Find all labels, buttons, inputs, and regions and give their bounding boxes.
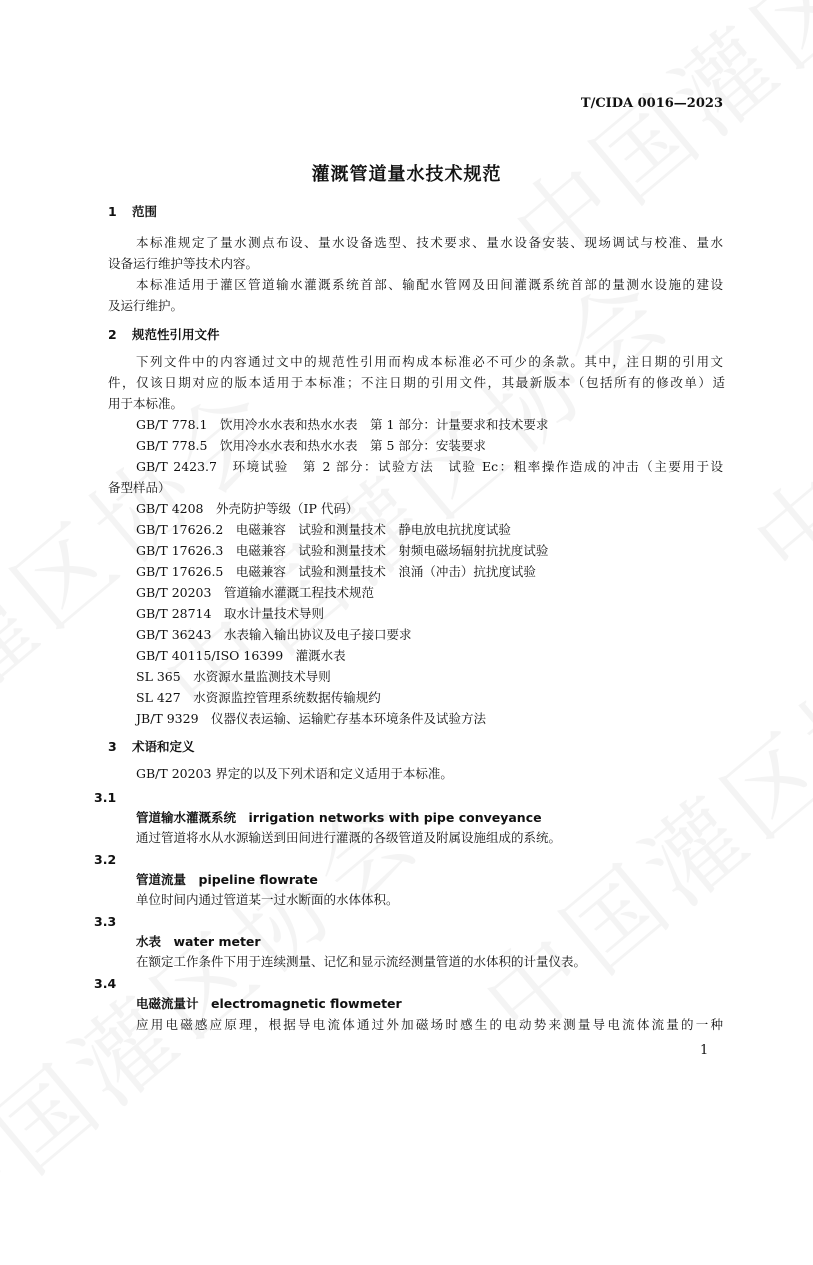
- term-title: 管道流量 pipeline flowrate: [136, 872, 318, 887]
- page-title: 灌溉管道量水技术规范: [311, 164, 502, 185]
- reference-item: JB/T 9329 仪器仪表运输、运输贮存基本环境条件及试验方法: [136, 711, 487, 726]
- paragraph-line: GB/T 20203 界定的以及下列术语和定义适用于本标准。: [136, 766, 453, 781]
- paragraph-line: 用于本标准。: [108, 396, 184, 411]
- section-title: 范围: [132, 204, 158, 219]
- term-definition: 通过管道将水从水源输送到田间进行灌溉的各级管道及附属设施组成的系统。: [136, 830, 562, 845]
- section-heading: [108, 202, 157, 222]
- term-definition: 应用电磁感应原理，根据导电流体通过外加磁场时感生的电动势来测量导电流体流量的一种: [136, 1017, 723, 1032]
- section-number: 3: [108, 739, 117, 754]
- term-title: 水表 water meter: [136, 934, 261, 949]
- paragraph-line: 设备运行维护等技术内容。: [108, 256, 259, 271]
- reference-item: GB/T 17626.5 电磁兼容 试验和测量技术 浪涌（冲击）抗扰度试验: [136, 564, 536, 579]
- paragraph-line: 本标准规定了量水测点布设、量水设备选型、技术要求、量水设备安装、现场调试与校准、量水: [136, 235, 723, 250]
- reference-item: 备型样品）: [108, 480, 171, 495]
- reference-item: GB/T 4208 外壳防护等级（IP 代码）: [136, 501, 359, 516]
- paragraph-line: 及运行维护。: [108, 298, 184, 313]
- term-title: 管道输水灌溉系统 irrigation networks with pipe conveyance: [136, 810, 542, 825]
- reference-item: GB/T 778.1 饮用冷水水表和热水水表 第 1 部分：计量要求和技术要求: [136, 417, 549, 432]
- page-number: 1: [700, 1043, 709, 1058]
- section-number: 2: [108, 327, 117, 342]
- term-number: 3.4: [94, 976, 117, 991]
- reference-item: GB/T 778.5 饮用冷水水表和热水水表 第 5 部分：安装要求: [136, 438, 486, 453]
- reference-item: SL 365 水资源水量监测技术导则: [136, 669, 331, 684]
- section-heading: [108, 737, 195, 757]
- term-title: 电磁流量计 electromagnetic flowmeter: [136, 996, 402, 1011]
- term-number: 3.2: [94, 852, 117, 867]
- term-number: 3.1: [94, 790, 117, 805]
- reference-item: SL 427 水资源监控管理系统数据传输规约: [136, 690, 381, 705]
- term-definition: 在额定工作条件下用于连续测量、记忆和显示流经测量管道的水体积的计量仪表。: [136, 954, 587, 969]
- reference-item: GB/T 36243 水表输入输出协议及电子接口要求: [136, 627, 412, 642]
- section-title: 规范性引用文件: [132, 327, 220, 342]
- reference-item: GB/T 20203 管道输水灌溉工程技术规范: [136, 585, 374, 600]
- reference-item: GB/T 28714 取水计量技术导则: [136, 606, 324, 621]
- section-title: 术语和定义: [132, 739, 195, 754]
- reference-item: GB/T 2423.7 环境试验 第 2 部分：试验方法 试验 Ec：粗率操作造成的冲击（主要用于设: [136, 459, 723, 474]
- reference-item: GB/T 17626.2 电磁兼容 试验和测量技术 静电放电抗扰度试验: [136, 522, 511, 537]
- standard-number: T/CIDA 0016—2023: [580, 96, 723, 111]
- reference-item: GB/T 40115/ISO 16399 灌溉水表: [136, 648, 346, 663]
- term-number: 3.3: [94, 914, 117, 929]
- paragraph-line: 件，仅该日期对应的版本适用于本标准；不注日期的引用文件，其最新版本（包括所有的修改单）适: [108, 375, 725, 390]
- section-heading: [108, 325, 220, 345]
- term-definition: 单位时间内通过管道某一过水断面的水体体积。: [136, 892, 399, 907]
- section-number: 1: [108, 204, 117, 219]
- reference-item: GB/T 17626.3 电磁兼容 试验和测量技术 射频电磁场辐射抗扰度试验: [136, 543, 549, 558]
- paragraph-line: 本标准适用于灌区管道输水灌溉系统首部、输配水管网及田间灌溉系统首部的量测水设施的建设: [136, 277, 723, 292]
- paragraph-line: 下列文件中的内容通过文中的规范性引用而构成本标准必不可少的条款。其中，注日期的引用文: [136, 354, 723, 369]
